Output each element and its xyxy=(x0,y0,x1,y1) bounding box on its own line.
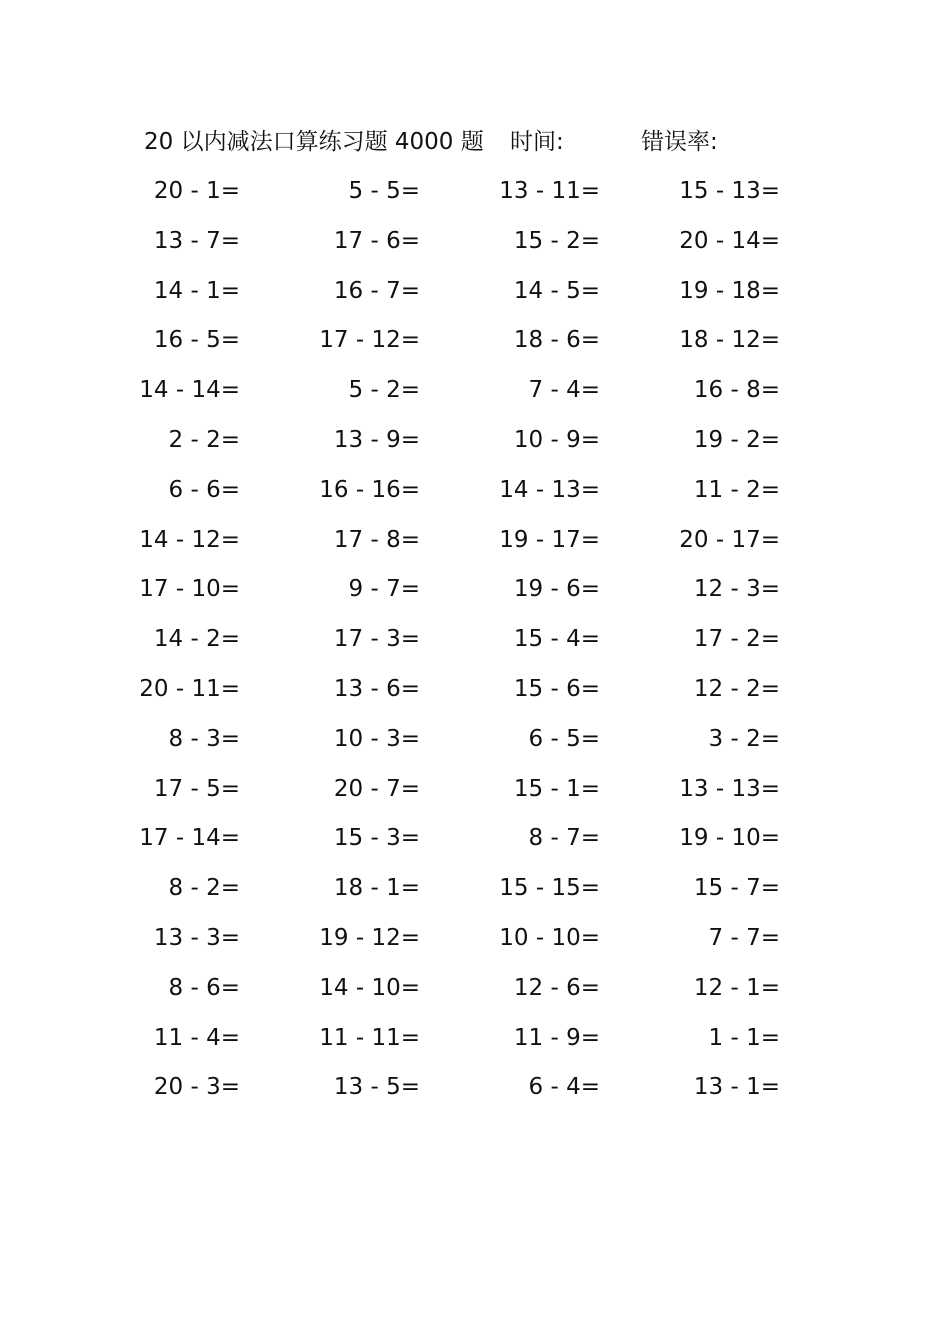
subtraction-problem: 1 - 1= xyxy=(708,1024,780,1051)
subtraction-problem: 13 - 5= xyxy=(333,1074,420,1101)
subtraction-problem: 14 - 12= xyxy=(139,526,240,553)
subtraction-problem: 8 - 3= xyxy=(168,725,240,752)
subtraction-problem: 12 - 6= xyxy=(513,974,600,1001)
problem-row xyxy=(0,671,950,721)
problem-row xyxy=(0,472,950,522)
subtraction-problem: 5 - 5= xyxy=(348,178,420,204)
problem-row xyxy=(0,870,950,920)
problem-row xyxy=(0,173,950,223)
subtraction-problem: 15 - 2= xyxy=(513,227,600,254)
problem-row xyxy=(0,970,950,1020)
subtraction-problem: 10 - 3= xyxy=(333,725,420,752)
problem-row xyxy=(0,820,950,870)
subtraction-problem: 8 - 6= xyxy=(168,974,240,1001)
subtraction-problem: 16 - 5= xyxy=(153,327,240,354)
subtraction-problem: 14 - 1= xyxy=(153,277,240,304)
problem-row xyxy=(0,571,950,621)
subtraction-problem: 11 - 2= xyxy=(693,476,780,503)
problem-row xyxy=(0,372,950,422)
subtraction-problem: 13 - 3= xyxy=(153,924,240,951)
subtraction-problem: 17 - 14= xyxy=(139,825,240,852)
subtraction-problem: 15 - 13= xyxy=(679,178,780,204)
worksheet-header xyxy=(144,124,844,160)
subtraction-problem: 2 - 2= xyxy=(168,426,240,453)
subtraction-problem: 18 - 12= xyxy=(679,327,780,354)
subtraction-problem: 17 - 6= xyxy=(333,227,420,254)
subtraction-problem: 14 - 13= xyxy=(499,476,600,503)
subtraction-problem: 13 - 11= xyxy=(499,178,600,204)
subtraction-problem: 19 - 17= xyxy=(499,526,600,553)
problem-row xyxy=(0,223,950,273)
subtraction-problem: 6 - 4= xyxy=(528,1074,600,1101)
problem-row xyxy=(0,771,950,821)
problem-grid xyxy=(0,173,950,1119)
subtraction-problem: 17 - 2= xyxy=(693,626,780,653)
subtraction-problem: 17 - 5= xyxy=(153,775,240,802)
subtraction-problem: 17 - 8= xyxy=(333,526,420,553)
problem-row xyxy=(0,1020,950,1070)
error-rate-label: 错误率: xyxy=(641,129,718,155)
subtraction-problem: 20 - 3= xyxy=(153,1074,240,1101)
subtraction-problem: 6 - 6= xyxy=(168,476,240,503)
subtraction-problem: 10 - 9= xyxy=(513,426,600,453)
subtraction-problem: 17 - 12= xyxy=(319,327,420,354)
problem-row xyxy=(0,522,950,572)
subtraction-problem: 15 - 3= xyxy=(333,825,420,852)
problem-row xyxy=(0,721,950,771)
problem-row xyxy=(0,920,950,970)
subtraction-problem: 14 - 10= xyxy=(319,974,420,1001)
subtraction-problem: 16 - 7= xyxy=(333,277,420,304)
subtraction-problem: 19 - 10= xyxy=(679,825,780,852)
subtraction-problem: 13 - 9= xyxy=(333,426,420,453)
problem-row xyxy=(0,273,950,323)
subtraction-problem: 13 - 6= xyxy=(333,675,420,702)
subtraction-problem: 20 - 7= xyxy=(333,775,420,802)
subtraction-problem: 14 - 2= xyxy=(153,626,240,653)
subtraction-problem: 8 - 7= xyxy=(528,825,600,852)
subtraction-problem: 9 - 7= xyxy=(348,576,420,603)
subtraction-problem: 20 - 17= xyxy=(679,526,780,553)
subtraction-problem: 8 - 2= xyxy=(168,875,240,902)
subtraction-problem: 12 - 2= xyxy=(693,675,780,702)
subtraction-problem: 7 - 7= xyxy=(708,924,780,951)
subtraction-problem: 18 - 6= xyxy=(513,327,600,354)
subtraction-problem: 5 - 2= xyxy=(348,377,420,404)
subtraction-problem: 19 - 6= xyxy=(513,576,600,603)
subtraction-problem: 11 - 9= xyxy=(513,1024,600,1051)
subtraction-problem: 13 - 7= xyxy=(153,227,240,254)
subtraction-problem: 11 - 4= xyxy=(153,1024,240,1051)
subtraction-problem: 18 - 1= xyxy=(333,875,420,902)
problem-row xyxy=(0,322,950,372)
subtraction-problem: 14 - 5= xyxy=(513,277,600,304)
time-label: 时间: xyxy=(510,129,564,155)
subtraction-problem: 15 - 1= xyxy=(513,775,600,802)
subtraction-problem: 17 - 3= xyxy=(333,626,420,653)
subtraction-problem: 15 - 15= xyxy=(499,875,600,902)
subtraction-problem: 16 - 8= xyxy=(693,377,780,404)
problem-row xyxy=(0,621,950,671)
problem-row xyxy=(0,422,950,472)
subtraction-problem: 7 - 4= xyxy=(528,377,600,404)
subtraction-problem: 12 - 1= xyxy=(693,974,780,1001)
subtraction-problem: 16 - 16= xyxy=(319,476,420,503)
subtraction-problem: 13 - 1= xyxy=(693,1074,780,1101)
subtraction-problem: 20 - 11= xyxy=(139,675,240,702)
subtraction-problem: 13 - 13= xyxy=(679,775,780,802)
subtraction-problem: 15 - 6= xyxy=(513,675,600,702)
subtraction-problem: 20 - 14= xyxy=(679,227,780,254)
subtraction-problem: 15 - 7= xyxy=(693,875,780,902)
subtraction-problem: 14 - 14= xyxy=(139,377,240,404)
subtraction-problem: 20 - 1= xyxy=(153,178,240,204)
subtraction-problem: 10 - 10= xyxy=(499,924,600,951)
problem-row xyxy=(0,1069,950,1119)
subtraction-problem: 12 - 3= xyxy=(693,576,780,603)
subtraction-problem: 19 - 18= xyxy=(679,277,780,304)
subtraction-problem: 6 - 5= xyxy=(528,725,600,752)
subtraction-problem: 17 - 10= xyxy=(139,576,240,603)
subtraction-problem: 11 - 11= xyxy=(319,1024,420,1051)
subtraction-problem: 19 - 2= xyxy=(693,426,780,453)
subtraction-problem: 15 - 4= xyxy=(513,626,600,653)
subtraction-problem: 19 - 12= xyxy=(319,924,420,951)
worksheet-title: 20 以内减法口算练习题 4000 题 xyxy=(144,129,484,155)
subtraction-problem: 3 - 2= xyxy=(708,725,780,752)
